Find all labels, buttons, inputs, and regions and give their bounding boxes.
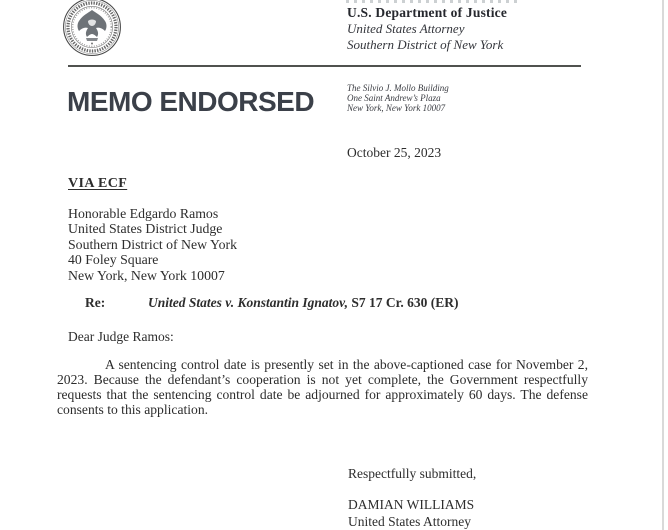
closing-line: Respectfully submitted, [348, 466, 477, 481]
header-divider [68, 65, 581, 67]
recipient-line: New York, New York 10007 [68, 267, 225, 283]
recipient-address-block [68, 206, 237, 283]
cutoff-text-artifact [346, 0, 518, 3]
page-edge-border [662, 0, 664, 530]
memo-endorsed-stamp: MEMO ENDORSED [67, 86, 315, 117]
recipient-line: Honorable Edgardo Ramos [68, 206, 219, 221]
signer-name: DAMIAN WILLIAMS [348, 497, 475, 512]
signer-title: United States Attorney [348, 514, 471, 529]
re-case-name: United States v. Konstantin Ignatov, [148, 295, 349, 310]
office-address-line: One Saint Andrew’s Plaza [347, 93, 441, 103]
body-paragraph: A sentencing control date is presently set in the above-captioned case for November 2, 2023. Because the defendant’s cooperation is not yet complete, the Government respectfully requests that the sentencing control date be adjourned for approximately 60 days. The defense consents to this application. [57, 357, 588, 418]
agency-office: United States Attorney [347, 21, 465, 36]
re-line [85, 295, 459, 311]
re-label: Re: [85, 295, 106, 310]
agency-district: Southern District of New York [347, 37, 504, 52]
agency-header [347, 5, 507, 53]
agency-name: U.S. Department of Justice [347, 5, 508, 20]
re-docket-number: S7 17 Cr. 630 (ER) [348, 295, 459, 310]
salutation: Dear Judge Ramos: [68, 329, 174, 344]
recipient-line: Southern District of New York [68, 236, 238, 252]
doj-seal-icon [62, 0, 122, 57]
signature-block [348, 466, 476, 530]
office-address-line: New York, New York 10007 [347, 103, 446, 113]
recipient-line: 40 Foley Square [68, 252, 159, 268]
office-address-line: The Silvio J. Mollo Building [347, 83, 449, 93]
delivery-method: VIA ECF [68, 176, 128, 191]
recipient-line: United States District Judge [68, 221, 223, 237]
letter-date: October 25, 2023 [347, 145, 442, 160]
office-address-block [347, 83, 449, 113]
